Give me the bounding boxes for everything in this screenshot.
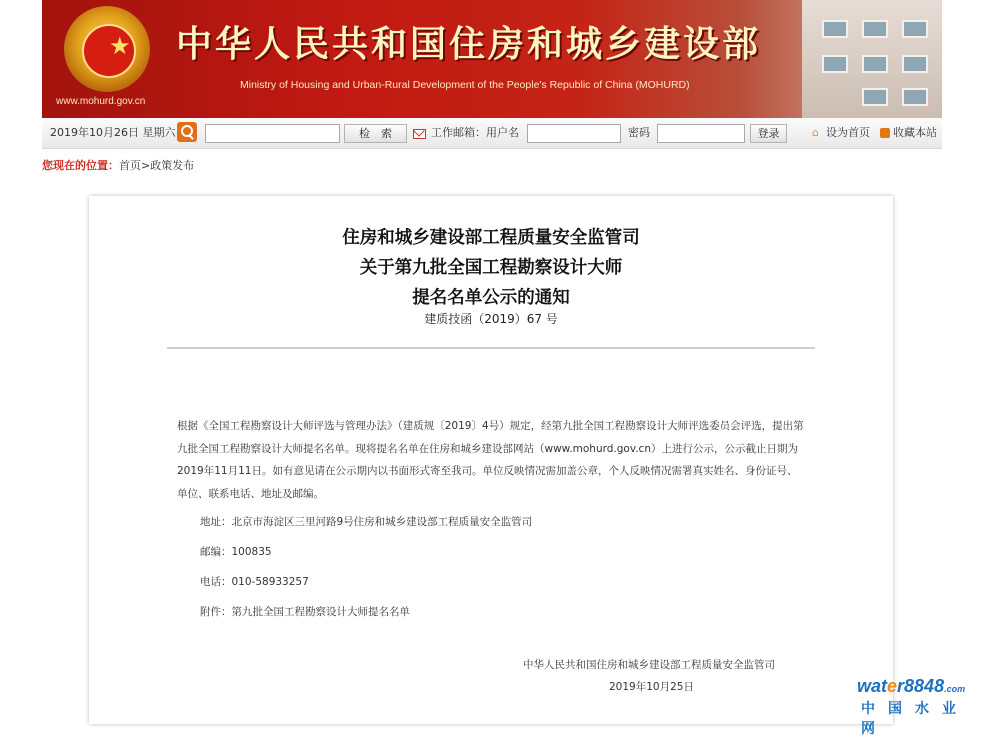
- signature-date: 2019年10月25日: [609, 681, 694, 693]
- bookmark-icon: [880, 128, 890, 138]
- password-input[interactable]: [657, 124, 745, 143]
- set-home-link[interactable]: 设为首页: [826, 126, 870, 139]
- mail-username-label: 工作邮箱：用户名: [431, 126, 519, 139]
- signature-org: 中华人民共和国住房和城乡建设部工程质量安全监管司: [523, 659, 775, 671]
- watermark-brand-suffix: r8848: [897, 676, 945, 696]
- password-label: 密码: [628, 126, 650, 139]
- mail-icon: [413, 129, 426, 139]
- current-date: 2019年10月26日 星期六: [50, 126, 176, 139]
- divider: [167, 347, 815, 349]
- breadcrumb-label: 您现在的位置：: [42, 159, 119, 172]
- doc-number: 建质技函（2019）67 号: [424, 312, 558, 326]
- address: 地址：北京市海淀区三里河路9号住房和城乡建设部工程质量安全监管司: [200, 516, 533, 528]
- watermark-logo: [857, 676, 977, 737]
- top-toolbar: [42, 118, 942, 149]
- search-button[interactable]: 检 索: [344, 124, 407, 143]
- search-input[interactable]: [205, 124, 340, 143]
- search-icon[interactable]: [177, 122, 197, 142]
- document-panel: [89, 196, 893, 724]
- login-button[interactable]: 登录: [750, 124, 787, 143]
- bookmark-link[interactable]: 收藏本站: [893, 126, 937, 139]
- national-emblem-icon: ★: [64, 6, 150, 92]
- breadcrumb-path[interactable]: 首页>政策发布: [119, 159, 195, 172]
- breadcrumb: [42, 157, 194, 173]
- doc-heading-line3: 提名名单公示的通知: [412, 288, 570, 308]
- header-banner: [42, 0, 942, 118]
- phone: 电话：010-58933257: [200, 576, 309, 588]
- site-url[interactable]: www.mohurd.gov.cn: [56, 96, 146, 107]
- building-photo: [802, 0, 942, 118]
- home-icon: ⌂: [812, 126, 819, 139]
- watermark-brand-tld: .com: [944, 684, 966, 694]
- watermark-brand-prefix: wat: [857, 676, 888, 696]
- attachment[interactable]: 附件：第九批全国工程勘察设计大师提名名单: [200, 606, 410, 618]
- site-title-en: Ministry of Housing and Urban-Rural Development of the People's Republic of China (MOHURD): [240, 79, 690, 91]
- postcode: 邮编：100835: [200, 546, 272, 558]
- site-title: 中华人民共和国住房和城乡建设部: [176, 23, 762, 65]
- doc-body: 根据《全国工程勘察设计大师评选与管理办法》（建质规〔2019〕4号）规定，经第九批全国工程勘察设计大师评选委员会评选，提出第九批全国工程勘察设计大师提名名单。现将提名名单在住房和城乡建设部网站（www.mohurd.gov.cn）上进行公示，公示截止日期为2019年11月11日。如有意见请在公示期内以书面形式寄至我司。单位反映情况需加盖公章，个人反映情况需署真实姓名、身份证号、单位、联系电话、地址及邮编。: [177, 420, 804, 500]
- watermark-cn: 中国水业网: [861, 701, 969, 737]
- doc-heading-line1: 住房和城乡建设部工程质量安全监管司: [342, 228, 640, 248]
- watermark-brand-o: e: [887, 676, 898, 696]
- username-input[interactable]: [527, 124, 621, 143]
- doc-heading-line2: 关于第九批全国工程勘察设计大师: [359, 258, 623, 278]
